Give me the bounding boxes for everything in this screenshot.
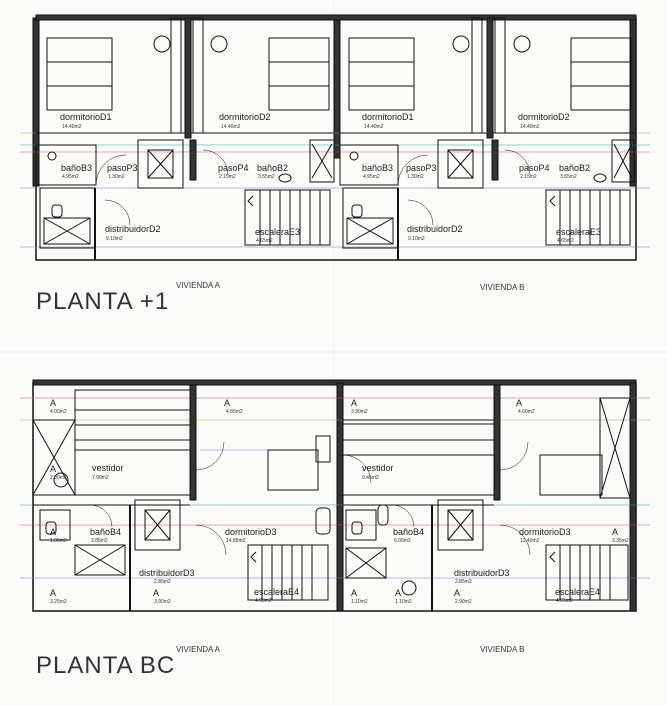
- room-label-paso-p4-b: pasoP4: [519, 163, 550, 173]
- room-area-dormitorio-d2-a: 14.40m2: [221, 124, 241, 130]
- vivienda-b-caption-lower: VIVIENDA B: [480, 645, 525, 654]
- room-label-a1-a: A: [50, 398, 57, 408]
- plan-title-upper: PLANTA +1: [36, 288, 170, 315]
- room-label-bano-b2-b: bañoB2: [559, 163, 591, 173]
- room-area-paso-p4-a: 2.15m2: [219, 174, 236, 180]
- room-area-distribuidor-d3-a: 2.85m2: [154, 579, 171, 585]
- room-area-a3-a: 2.00m2: [50, 475, 67, 481]
- room-label-escalera-e3-a: escaleraE3: [255, 227, 301, 237]
- vivienda-a-caption-lower: VIVIENDA A: [176, 645, 221, 654]
- room-label-a6-a: A: [153, 588, 160, 598]
- room-area-a2-b: 4.00m2: [518, 409, 535, 415]
- room-area-a6-a: 3.90m2: [154, 599, 171, 605]
- room-label-bano-b2-a: bañoB2: [257, 163, 289, 173]
- room-label-bano-b3-a: bañoB3: [61, 163, 93, 173]
- room-area-bano-b4-a: 3.85m2: [91, 538, 108, 544]
- room-area-escalera-e3-b: 4.65m2: [557, 238, 574, 244]
- room-area-a5-b: 1.10m2: [395, 599, 412, 605]
- room-label-a1-b: A: [351, 398, 358, 408]
- room-area-distribuidor-d3-b: 2.85m2: [455, 579, 472, 585]
- room-label-escalera-e3-b: escaleraE3: [556, 227, 602, 237]
- room-label-a4-b: A: [351, 588, 358, 598]
- room-area-a2-a: 4.85m2: [226, 409, 243, 415]
- room-label-dormitorio-d2-b: dormitorioD2: [518, 112, 570, 122]
- room-label-a2-b: A: [516, 398, 523, 408]
- room-area-dormitorio-d3-a: 14.85m2: [226, 538, 246, 544]
- room-label-a4-a: A: [50, 527, 57, 537]
- room-area-paso-p4-b: 2.15m2: [520, 174, 537, 180]
- room-area-a1-b: 3.90m2: [351, 409, 368, 415]
- room-area-bano-b2-a: 3.55m2: [258, 174, 275, 180]
- room-area-paso-p3-a: 1.30m2: [108, 174, 125, 180]
- room-label-paso-p3-b: pasoP3: [406, 163, 437, 173]
- room-label-distribuidor-d3-b: distribuidorD3: [454, 568, 510, 578]
- room-label-a3-a: A: [50, 464, 57, 474]
- vivienda-b-caption-upper: VIVIENDA B: [480, 283, 525, 292]
- room-label-vestidor-a: vestidor: [92, 463, 124, 473]
- room-label-dormitorio-d3-b: dormitorioD3: [519, 527, 571, 537]
- room-area-distribuidor-d2-b: 9.10m2: [408, 236, 425, 242]
- room-area-a4-a: 1.30m2: [50, 538, 67, 544]
- room-label-dormitorio-d1-b: dormitorioD1: [362, 112, 414, 122]
- room-area-distribuidor-d2-a: 9.10m2: [106, 236, 123, 242]
- room-area-bano-b3-a: 4.95m2: [62, 174, 79, 180]
- room-label-escalera-e4-b: escaleraE4: [555, 587, 601, 597]
- room-area-vestidor-a: 7.90m2: [92, 475, 109, 481]
- room-label-dormitorio-d2-a: dormitorioD2: [219, 112, 271, 122]
- room-area-a5-a: 3.25m2: [50, 599, 67, 605]
- room-label-a5-a: A: [50, 588, 57, 598]
- room-area-a4-b: 1.10m2: [351, 599, 368, 605]
- room-label-escalera-e4-a: escaleraE4: [254, 587, 300, 597]
- room-label-vestidor-b: vestidor: [362, 463, 394, 473]
- room-area-escalera-e4-b: 4.65m2: [556, 598, 573, 604]
- room-label-a6-b: A: [454, 588, 461, 598]
- room-area-vestidor-b: 9.45m2: [362, 475, 379, 481]
- room-label-bano-b4-b: bañoB4: [393, 527, 425, 537]
- room-label-distribuidor-d2-b: distribuidorD2: [407, 224, 463, 234]
- room-area-escalera-e4-a: 4.60m2: [255, 598, 272, 604]
- room-label-dormitorio-d3-a: dormitorioD3: [225, 527, 277, 537]
- room-area-a1-a: 4.00m2: [50, 409, 67, 415]
- room-area-a3-b: 3.35m2: [612, 538, 629, 544]
- room-label-paso-p4-a: pasoP4: [218, 163, 249, 173]
- room-label-a5-b: A: [395, 588, 402, 598]
- room-area-paso-p3-b: 1.30m2: [407, 174, 424, 180]
- vivienda-a-caption-upper: VIVIENDA A: [176, 281, 221, 290]
- room-label-bano-b3-b: bañoB3: [362, 163, 394, 173]
- room-label-paso-p3-a: pasoP3: [107, 163, 138, 173]
- room-area-dormitorio-d1-a: 14.40m2: [62, 124, 82, 130]
- room-area-dormitorio-d2-b: 14.40m2: [520, 124, 540, 130]
- room-label-dormitorio-d1-a: dormitorioD1: [60, 112, 112, 122]
- room-label-distribuidor-d3-a: distribuidorD3: [139, 568, 195, 578]
- room-label-bano-b4-a: bañoB4: [90, 527, 122, 537]
- room-area-dormitorio-d3-b: 12.40m2: [520, 538, 540, 544]
- room-label-distribuidor-d2-a: distribuidorD2: [105, 224, 161, 234]
- plan-title-lower: PLANTA BC: [36, 652, 176, 679]
- room-area-bano-b4-b: 6.00m2: [394, 538, 411, 544]
- room-area-escalera-e3-a: 4.65m2: [256, 238, 273, 244]
- room-area-a6-b: 2.90m2: [455, 599, 472, 605]
- room-area-bano-b3-b: 4.95m2: [363, 174, 380, 180]
- lower-plan: [20, 380, 650, 611]
- room-label-a2-a: A: [224, 398, 231, 408]
- room-label-a3-b: A: [612, 527, 619, 537]
- room-area-bano-b2-b: 3.55m2: [560, 174, 577, 180]
- room-area-dormitorio-d1-b: 14.40m2: [364, 124, 384, 130]
